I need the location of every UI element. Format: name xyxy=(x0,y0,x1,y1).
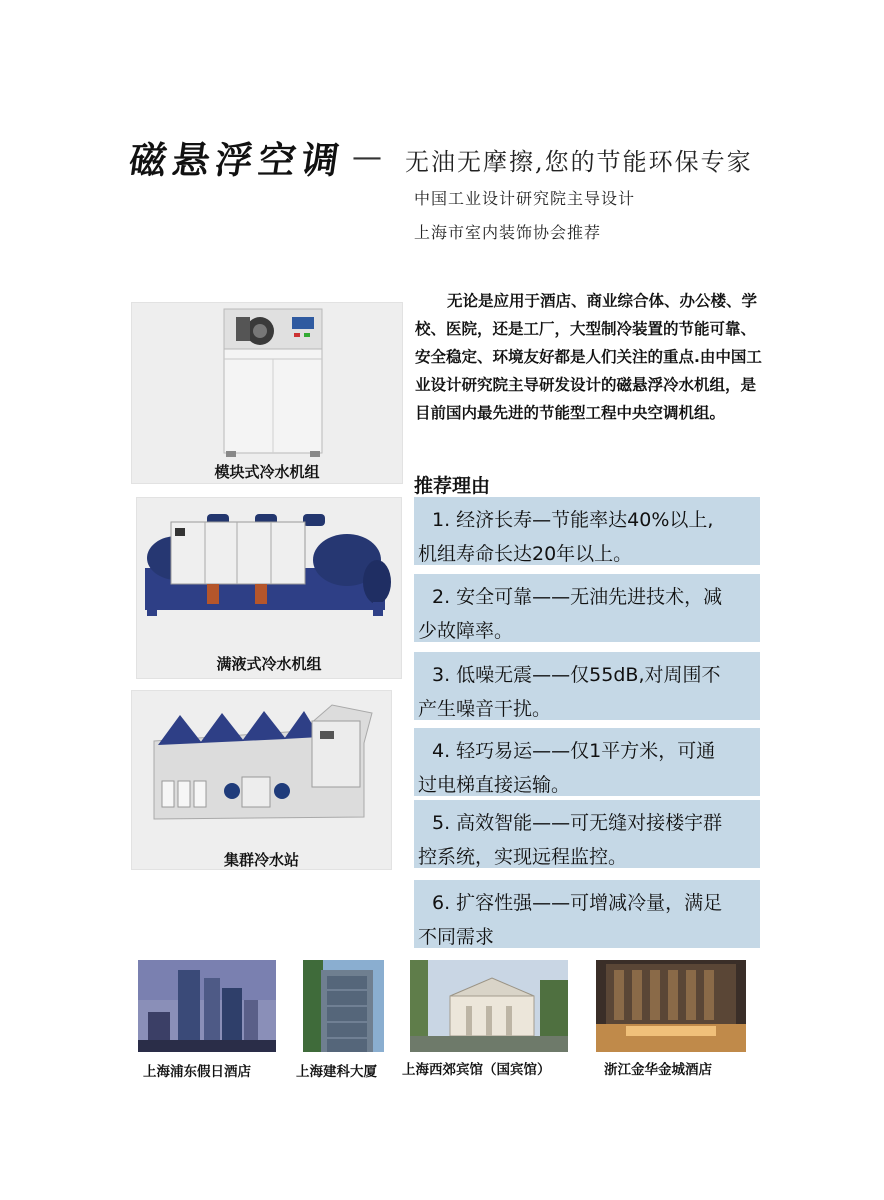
reason-line-2: 不同需求 xyxy=(418,926,495,948)
reason-item-5 xyxy=(414,800,760,868)
reference-caption-1: 上海浦东假日酒店 xyxy=(143,1064,251,1080)
reason-line-1: 4. 轻巧易运——仅1平方米，可通 xyxy=(432,740,716,762)
product-panel-cluster xyxy=(131,690,392,870)
reason-line-1: 3. 低噪无震——仅55dB,对周围不 xyxy=(432,664,721,686)
page-title: 磁悬浮空调 xyxy=(126,138,348,182)
reference-caption-3: 上海西郊宾馆（国宾馆） xyxy=(402,1062,551,1078)
reason-line-2: 机组寿命长达20年以上。 xyxy=(418,543,633,565)
endorsement-line-1: 中国工业设计研究院主导设计 xyxy=(414,189,636,208)
reason-line-2: 过电梯直接运输。 xyxy=(418,774,571,796)
reference-photo-jincheng-hotel xyxy=(596,960,746,1052)
reason-line-1: 6. 扩容性强——可增减冷量，满足 xyxy=(432,892,723,914)
reference-photo-xijiao-guesthouse xyxy=(410,960,568,1052)
title-dash: — xyxy=(352,140,382,175)
reason-line-2: 产生噪音干扰。 xyxy=(418,698,552,720)
reason-line-2: 控系统，实现远程监控。 xyxy=(418,846,628,868)
endorsement-line-2: 上海市室内装饰协会推荐 xyxy=(414,223,602,242)
reason-item-3 xyxy=(414,652,760,720)
intro-paragraph: 无论是应用于酒店、商业综合体、办公楼、学校、医院，还是工厂，大型制冷装置的节能可靠、安全稳定、环境友好都是人们关注的重点.由中国工业设计研究院主导研发设计的磁悬浮冷水机组，是目前国内最先进的节能型工程中央空调机组。 xyxy=(415,292,762,422)
reference-photo-pudong-holiday-inn xyxy=(138,960,276,1052)
cluster-station-image xyxy=(132,691,391,841)
reason-line-1: 5. 高效智能——可无缝对接楼宇群 xyxy=(432,812,723,834)
product-caption-cluster: 集群冷水站 xyxy=(223,851,299,869)
product-panel-modular xyxy=(131,302,403,484)
reason-item-2 xyxy=(414,574,760,642)
product-panel-flooded xyxy=(136,497,402,679)
reason-line-2: 少故障率。 xyxy=(418,620,514,642)
flooded-chiller-image xyxy=(137,498,401,648)
reason-item-1 xyxy=(414,497,760,565)
reference-photo-jianke-building xyxy=(303,960,384,1052)
reasons-heading: 推荐理由 xyxy=(414,475,491,497)
product-caption-flooded: 满液式冷水机组 xyxy=(216,655,322,673)
reference-caption-2: 上海建科大厦 xyxy=(296,1064,377,1080)
reason-line-1: 2. 安全可靠——无油先进技术，减 xyxy=(432,586,723,608)
reason-line-1: 1. 经济长寿—节能率达40%以上, xyxy=(432,509,714,531)
reason-item-6 xyxy=(414,880,760,948)
reason-item-4 xyxy=(414,728,760,796)
page-subtitle: 无油无摩擦,您的节能环保专家 xyxy=(405,148,753,176)
product-caption-modular: 模块式冷水机组 xyxy=(214,463,320,481)
modular-chiller-image xyxy=(132,303,402,463)
reference-caption-4: 浙江金华金城酒店 xyxy=(604,1062,712,1078)
